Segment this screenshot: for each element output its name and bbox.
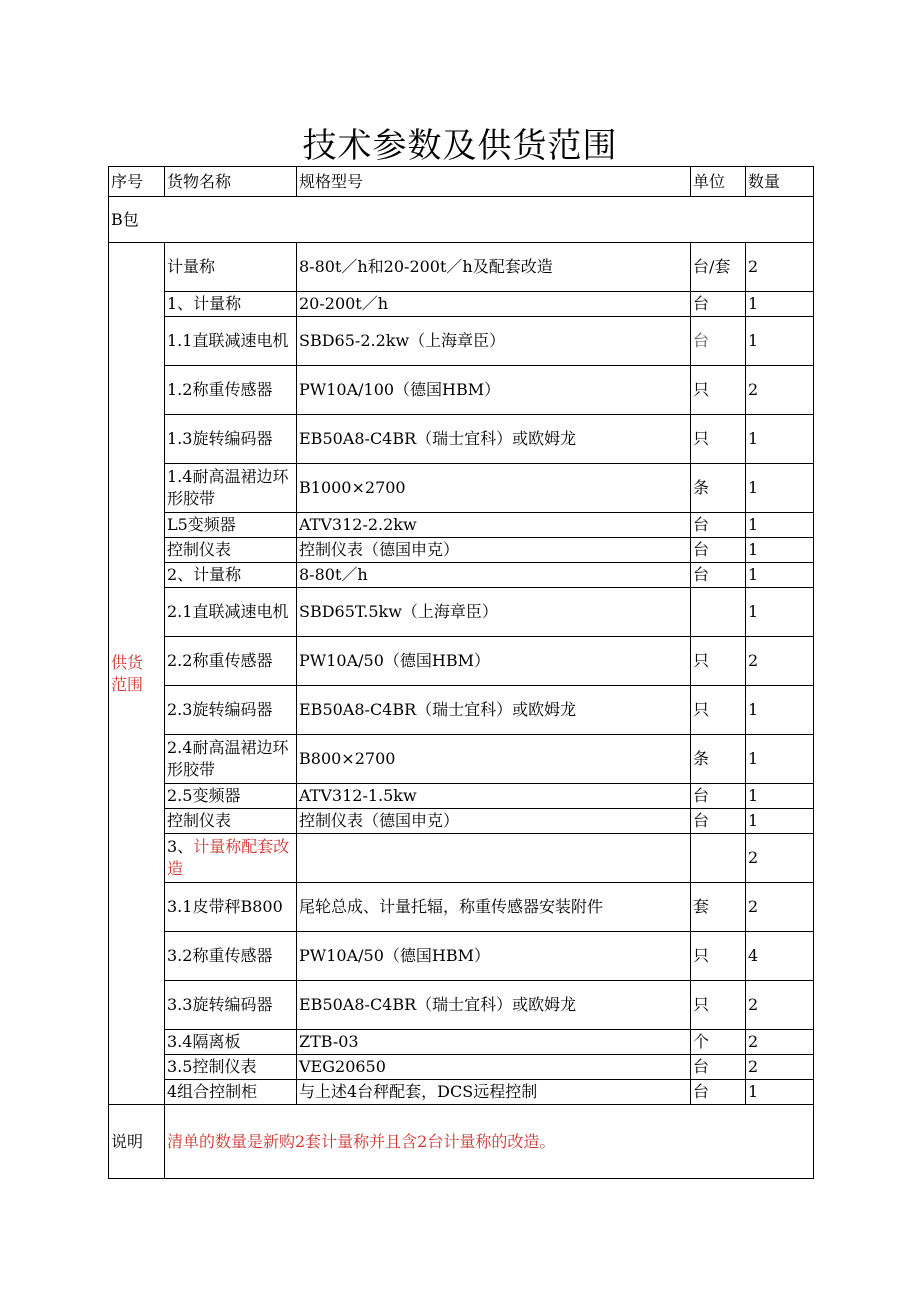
item-qty: 4: [746, 932, 814, 981]
item-unit: 个: [691, 1030, 746, 1055]
header-name: 货物名称: [165, 167, 297, 197]
table-row: [109, 243, 814, 292]
table-row: [109, 538, 814, 563]
item-name: 控制仪表: [165, 809, 297, 834]
item-spec: EB50Α8-C4BR（瑞士宜科）或欧姆龙: [297, 686, 691, 735]
note-row: [109, 1105, 814, 1179]
item-unit: 只: [691, 366, 746, 415]
table-row: [109, 415, 814, 464]
item-spec: PW10A/100（德国HBM）: [297, 366, 691, 415]
table-row: [109, 366, 814, 415]
item-name: 1.3旋转编码器: [165, 415, 297, 464]
table-row: [109, 883, 814, 932]
item-unit: 条: [691, 735, 746, 784]
item-unit: 台: [691, 538, 746, 563]
table-row: [109, 637, 814, 686]
table-row: [109, 809, 814, 834]
item-unit: 只: [691, 981, 746, 1030]
item-unit: 只: [691, 637, 746, 686]
item-name-highlight: 计量称配套改造: [167, 837, 290, 878]
item-unit: 台: [691, 317, 746, 366]
note-label: 说明: [109, 1105, 165, 1179]
item-qty: 2: [746, 637, 814, 686]
item-unit: 台: [691, 563, 746, 588]
item-unit: 只: [691, 415, 746, 464]
header-unit: 单位: [691, 167, 746, 197]
item-unit: 台: [691, 784, 746, 809]
note-text: 清单的数量是新购2套计量称并且含2台计量称的改造。: [165, 1105, 814, 1179]
item-name: L5变频器: [165, 513, 297, 538]
table-row: [109, 735, 814, 784]
item-qty: 2: [746, 883, 814, 932]
table-row: [109, 563, 814, 588]
item-unit: [691, 834, 746, 883]
item-name: 2.1直联减速电机: [165, 588, 297, 637]
page-title: 技术参数及供货范围: [302, 126, 618, 166]
package-label: B包: [109, 197, 814, 243]
item-name: 3.5控制仪表: [165, 1055, 297, 1080]
item-name: 2.3旋转编码器: [165, 686, 297, 735]
item-unit: 只: [691, 932, 746, 981]
item-name: 1、计量称: [165, 292, 297, 317]
item-name: 计量称: [165, 243, 297, 292]
item-unit: 条: [691, 464, 746, 513]
item-unit: 套: [691, 883, 746, 932]
item-unit: 台/套: [691, 243, 746, 292]
item-spec: ATV312-2.2kw: [297, 513, 691, 538]
table-row: [109, 317, 814, 366]
item-name: 2.2称重传感器: [165, 637, 297, 686]
item-qty: 1: [746, 538, 814, 563]
item-unit: 台: [691, 809, 746, 834]
item-spec: 尾轮总成、计量托辐，称重传感器安装附件: [297, 883, 691, 932]
item-spec: ATV312-1.5kw: [297, 784, 691, 809]
item-unit: 台: [691, 292, 746, 317]
table-row: [109, 686, 814, 735]
table-row: [109, 464, 814, 513]
item-qty: 1: [746, 735, 814, 784]
item-qty: 2: [746, 243, 814, 292]
item-qty: 1: [746, 809, 814, 834]
item-spec: VEG20650: [297, 1055, 691, 1080]
item-spec: [297, 834, 691, 883]
item-name-prefix: 3、: [167, 837, 194, 856]
table-row: [109, 932, 814, 981]
item-name: 3.4隔离板: [165, 1030, 297, 1055]
table-row: [109, 834, 814, 883]
item-qty: 1: [746, 415, 814, 464]
item-spec: EB50A8-C4BR（瑞士宜科）或欧姆龙: [297, 981, 691, 1030]
item-qty: 2: [746, 1030, 814, 1055]
item-spec: SBD65T.5kw（上海章臣）: [297, 588, 691, 637]
item-unit: 台: [691, 513, 746, 538]
item-spec: 8-80t／h和20-200t／h及配套改造: [297, 243, 691, 292]
header-seq: 序号: [109, 167, 165, 197]
item-qty: 1: [746, 686, 814, 735]
supply-scope-table: [108, 166, 814, 1179]
item-qty: 2: [746, 1055, 814, 1080]
item-spec: SBD65-2.2kw（上海章臣）: [297, 317, 691, 366]
item-qty: 1: [746, 464, 814, 513]
table-row: [109, 292, 814, 317]
item-name: 3.1皮带秤B800: [165, 883, 297, 932]
item-spec: 20-200t／h: [297, 292, 691, 317]
item-qty: 1: [746, 588, 814, 637]
table-row: [109, 981, 814, 1030]
item-name: 2、计量称: [165, 563, 297, 588]
item-name: 3.2称重传感器: [165, 932, 297, 981]
item-spec: 与上述4台秤配套，DCS远程控制: [297, 1080, 691, 1105]
item-spec: EB50A8-C4BR（瑞士宜科）或欧姆龙: [297, 415, 691, 464]
item-name: 2.4耐高温裙边环形胶带: [165, 735, 297, 784]
package-row: [109, 197, 814, 243]
table-row: [109, 1080, 814, 1105]
table-row: [109, 588, 814, 637]
table-row: [109, 1030, 814, 1055]
item-qty: 1: [746, 292, 814, 317]
item-name: 2.5变频器: [165, 784, 297, 809]
scope-label: 供货 范围: [109, 243, 165, 1105]
item-unit: 台: [691, 1055, 746, 1080]
item-unit: [691, 588, 746, 637]
item-qty: 1: [746, 563, 814, 588]
item-unit: 只: [691, 686, 746, 735]
item-spec: B800×2700: [297, 735, 691, 784]
item-qty: 1: [746, 317, 814, 366]
item-spec: B1000×2700: [297, 464, 691, 513]
item-name: 3.3旋转编码器: [165, 981, 297, 1030]
item-spec: PW10A/50（德国HBM）: [297, 932, 691, 981]
item-spec: PW10A/50（德国HBM）: [297, 637, 691, 686]
item-qty: 2: [746, 366, 814, 415]
item-spec: 控制仪表（德国申克）: [297, 538, 691, 563]
item-qty: 1: [746, 784, 814, 809]
table-row: [109, 513, 814, 538]
header-row: [109, 167, 814, 197]
item-name: 1.2称重传感器: [165, 366, 297, 415]
item-name: 控制仪表: [165, 538, 297, 563]
item-name: [165, 834, 297, 883]
table-row: [109, 1055, 814, 1080]
item-qty: 2: [746, 834, 814, 883]
item-spec: ZTB-03: [297, 1030, 691, 1055]
header-qty: 数量: [746, 167, 814, 197]
item-unit: 台: [691, 1080, 746, 1105]
item-name: 4组合控制柜: [165, 1080, 297, 1105]
item-qty: 1: [746, 513, 814, 538]
item-name: 1.4耐高温裙边环形胶带: [165, 464, 297, 513]
header-spec: 规格型号: [297, 167, 691, 197]
item-name: 1.1直联减速电机: [165, 317, 297, 366]
item-spec: 控制仪表（德国申克）: [297, 809, 691, 834]
table-row: [109, 784, 814, 809]
item-spec: 8-80t／h: [297, 563, 691, 588]
item-qty: 2: [746, 981, 814, 1030]
item-qty: 1: [746, 1080, 814, 1105]
